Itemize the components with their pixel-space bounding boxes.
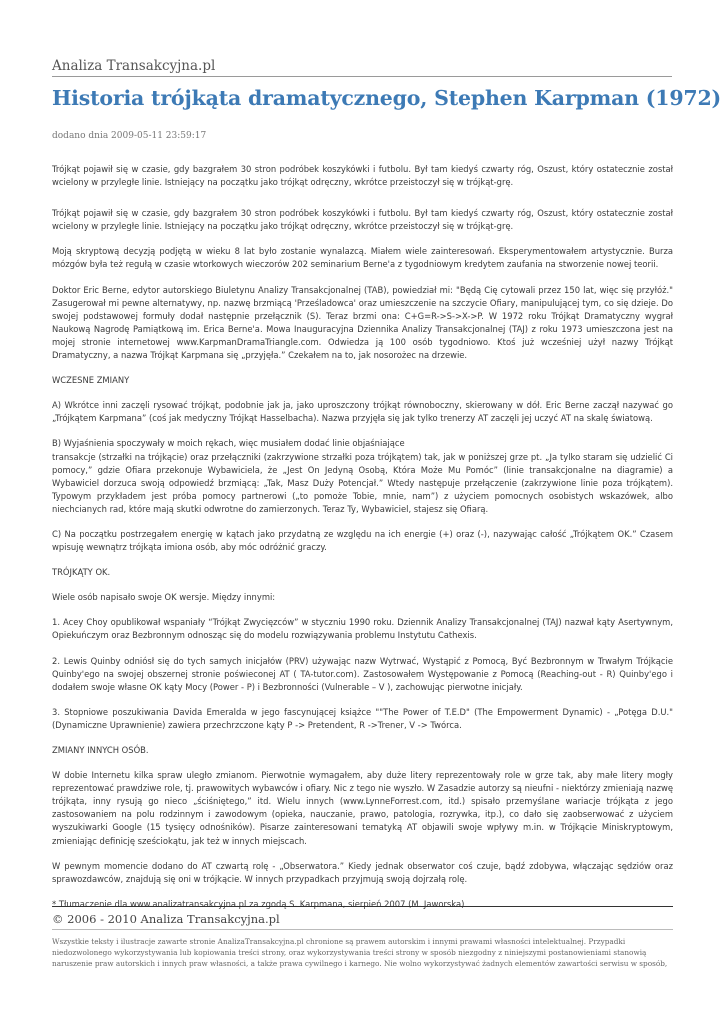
article-title: Historia trójkąta dramatycznego, Stephen Karpman (1972) xyxy=(52,86,722,110)
site-header xyxy=(52,55,672,77)
article-body xyxy=(52,163,673,923)
disclaimer: Wszystkie teksty i ilustracje zawarte stronie AnalizaTransakcyjna.pl chronione są prawem autorskim i innymi prawami własności intelektualnej. Przypadki niedozwolonego wykorzystywania lub kopiowania treści strony, oraz wykorzystywania treści strony w sposób niezgodny z niniejszymi postanowieniami stanowią naruszenie praw autorskich i innych praw własności, a także prawa cywilnego i karnego. Nie wolno wykorzystywać żadnych elementów zawartości serwisu w sposób, xyxy=(52,937,668,968)
paragraph: A) Wkrótce inni zaczęli rysować trójkąt, podobnie jak ja, jako uproszczony trójkąt równoboczny, skierowany w dół. Eric Berne zaczął nazywać go „Trójkątem Karpmana” (coś jak medyczny Trójkąt Hasselbacha). Nazwa przyjęła się jak tylko trenerzy AT zaczęli jej uczyć AT na skalę światową. xyxy=(52,400,673,424)
paragraph: 3. Stopniowe poszukiwania Davida Emeralda w jego fascynującej książce ""The Power of T.E.D" (The Empowerment Dynamic) - „Potęga D.U." (Dynamiczne Uprawnienie) zawiera przechrzczone kąty P -> Pretendent, R ->Trener, V -> Twórca. xyxy=(52,706,673,730)
site-name: Analiza Transakcyjna.pl xyxy=(52,58,216,74)
paragraph: Doktor Eric Berne, edytor autorskiego Biuletynu Analizy Transakcjonalnej (TAB), powiedział mi: "Będą Cię cytowali przez 150 lat, więc się przyłóż." Zasugerował mi pewne alternatywy, np. nazwę brzmiącą 'Prześladowca' oraz umieszczenie na szczycie Ofiary, manipulującej tym, co się dzieje. Do swojej podstawowej formuły dodał następnie przełącznik (S). Teraz brzmi ona: C+G=R->S->X->P. W 1972 roku Trójkąt Dramatyczny wygrał Naukową Nagrodę Pamiątkową im. Erica Berne'a. Mowa Inauguracyjna Dziennika Analizy Transakcjonalnej (TAJ) z roku 1973 umieszczona jest na mojej stronie internetowej www.KarpmanDramaTriangle.com. Odwiedza ją 100 osób tygodniowo. Ktoś już wcześniej użył nazwy Trójkąt Dramatyczny, a nazwa Trójkąt Karpmana się „przyjęła.” Czekałem na to, jak nosorożec na drzewie. xyxy=(52,284,673,361)
paragraph: Trójkąt pojawił się w czasie, gdy bazgrałem 30 stron podróbek koszykówki i futbolu. Był tam kiedyś czwarty róg, Oszust, który ostatecznie został wcielony w przyległe linie. Istniejący na początku jako trójkąt odręczny, wkrótce przeistoczył się w trójkąt-grę. xyxy=(52,164,673,188)
article-date: dodano dnia 2009-05-11 23:59:17 xyxy=(52,131,207,141)
paragraph: B) Wyjaśnienia spoczywały w moich rękach, więc musiałem dodać linie objaśniające xyxy=(52,438,405,449)
paragraph: Wiele osób napisało swoje OK wersje. Między innymi: xyxy=(52,592,276,603)
paragraph: transakcje (strzałki na trójkącie) oraz przełączniki (zakrzywione strzałki poza trójkątem) tak, jak w poniższej grze pt. „Ja tylko staram się udzielić Ci pomocy,” gdzie Ofiara przekonuje Wybawiciela, że „Jest On Jedyną Osobą, Która Może Mu Pomóc” (linie transakcjonalne na diagramie) a Wybawiciel dorzuca swoją odpowiedź brzmiącą: „Tak, Masz Duży Potencjał.” Wtedy następuje przełączenie (zakrzywione linie poza trójkątem). Typowym przykładem jest próba pomocy partnerowi („to pomoże Tobie, mnie, nam”) z użyciem pomocnych osobistych wskazówek, albo niechcianych rad, które mają skutki odwrotne do zamierzonych. Teraz Ty, Wybawiciel, stajesz się Ofiarą. xyxy=(52,451,673,514)
section-heading: WCZESNE ZMIANY xyxy=(52,375,130,386)
section-heading: ZMIANY INNYCH OSÓB. xyxy=(52,745,149,755)
paragraph: W dobie Internetu kilka spraw uległo zmianom. Pierwotnie wymagałem, aby duże litery reprezentowały role w grze tak, aby małe litery mogły reprezentować prawdziwe role, tj. prawowitych wybawców i ofiary. Nic z tego nie wyszło. W Zasadzie autorzy są nieufni - niektórzy zmieniają nazwę trójkąta, inny rysują go nieco „ściśniętego,” itd. Wielu innych (www.LynneForrest.com, itd.) spisało przemyślane wariacje trójkąta z jego zastosowaniem na polu rodzinnym i zawodowym (opieka, nauczanie, prawo, patologia, rozrywka, itp.), co dało się zaobserwować z użyciem wyszukiwarki Google (15 tysięcy odnośników). Pisarze zainteresowani tematyką AT objawili swoje wpływy m.in. w Trójkącie Miniskryptowym, zmieniając definicję sześciokątu, jak też w innych miejscach. xyxy=(52,770,673,846)
copyright: © 2006 - 2010 Analiza Transakcyjna.pl xyxy=(52,912,673,930)
paragraph: W pewnym momencie dodano do AT czwartą rolę - „Obserwatora.” Kiedy jednak obserwator coś czuje, bądź zdobywa, włączając sędziów oraz sprawozdawców, znajdują się oni w trójkącie. W innych przypadkach przyjmują swoją dojrzałą rolę. xyxy=(52,860,673,884)
translation-note: * Tłumaczenie dla www.analizatransakcyjna.pl za zgodą S. Karpmana, sierpień 2007 (M. Jaworska) xyxy=(52,898,465,909)
section-heading: TRÓJKĄTY OK. xyxy=(52,567,111,578)
paragraph: 1. Acey Choy opublikował wspaniały “Trójkąt Zwycięzców” w styczniu 1990 roku. Dziennik Analizy Transakcjonalnej (TAJ) nazwał kąty Asertywnym, Opiekuńczym oraz Bezbronnym odnosząc się do modelu rozwiązywania problemu Instytutu Cathexis. xyxy=(52,617,673,641)
site-footer xyxy=(52,906,673,969)
paragraph: Moją skryptową decyzją podjętą w wieku 8 lat było zostanie wynalazcą. Miałem wiele zainteresowań. Eksperymentowałem artystycznie. Burza mózgów była też regułą w czasie wtorkowych wieczorów 202 seminarium Berne'a z tygodniowym kredytem zaufania na stworzenie nowej teorii. xyxy=(52,246,673,270)
paragraph: C) Na początku postrzegałem energię w kątach jako przydatną ze względu na ich energie (+) oraz (-), nazywając całość „Trójkątem OK.” Czasem wpisuję wewnątrz trójkąta imiona osób, aby móc odróżnić graczy. xyxy=(52,528,673,553)
paragraph: Trójkąt pojawił się w czasie, gdy bazgrałem 30 stron podróbek koszykówki i futbolu. Był tam kiedyś czwarty róg, Oszust, który ostatecznie został wcielony w przyległe linie. Istniejący na początku jako trójkąt odręczny, wkrótce przeistoczył się w trójkąt-grę. xyxy=(52,208,673,232)
paragraph: 2. Lewis Quinby odniósł się do tych samych inicjałów (PRV) używając nazw Wytrwać, Wystąpić z Pomocą, Być Bezbronnym w Trwałym Trójkącie Quinby'ego na swojej obszernej stronie poświeconej AT ( TA-tutor.com). Zastosowałem Występowanie z Pomocą (Reaching-out - R) Quinby'ego i dodałem swoje własne OK kąty Mocy (Power - P) i Bezbronności (Vulnerable – V ), zachowując pierwotne inicjały. xyxy=(52,655,673,692)
